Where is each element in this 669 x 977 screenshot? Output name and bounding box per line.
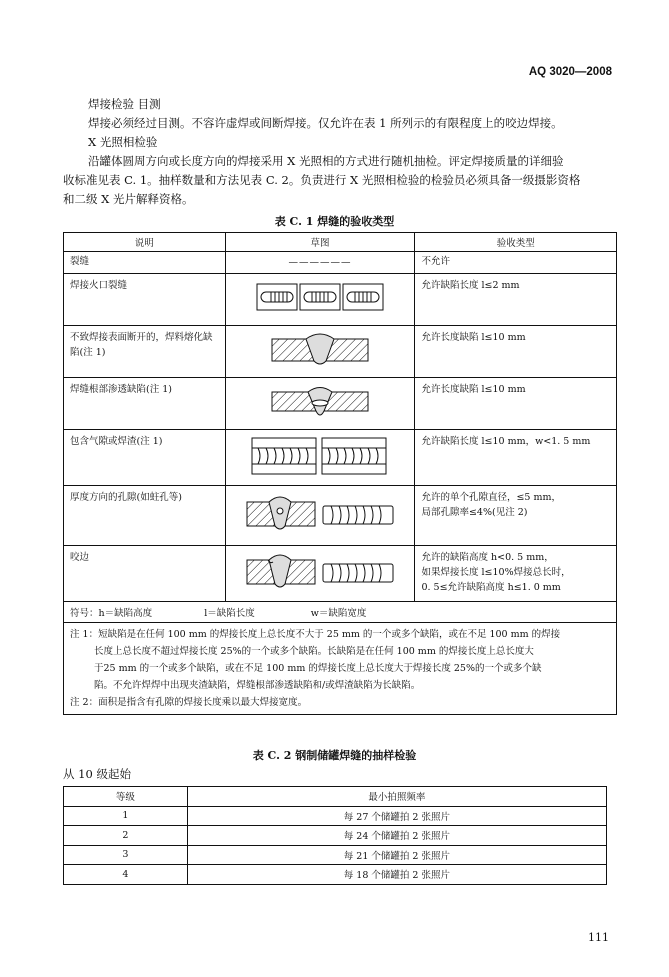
table-row: 2 每 24 个储罐拍 2 张照片	[64, 826, 607, 846]
table-row: 厚度方向的孔隙(如蛀孔等) 允许的单个孔隙直径，≤5 mm， 局部孔隙率≤4%(见注 2)	[64, 486, 617, 546]
note-1-line4: 陷。不允许焊焊中出现夹渣缺陷，焊缝根部渗透缺陷和/或焊渣缺陷为长缺陷。	[94, 680, 421, 691]
xray-text-line1: 沿罐体圆周方向或长度方向的焊接采用 X 光照相的方式进行随机抽检。评定焊接质量的详细验	[88, 154, 564, 168]
table-row: 咬边 允许的缺陷高度 h<0. 5 mm， 如果焊接长度 l≤10%焊接总长时， 0. 5≤允许缺陷高度 h≤1. 0 mm	[64, 546, 617, 602]
col-header-acceptance: 验收类型	[415, 233, 617, 252]
symbol-w: w＝缺陷宽度	[310, 608, 367, 619]
col-header-frequency: 最小拍照频率	[187, 787, 606, 807]
undercut-sketch	[225, 546, 415, 602]
gas-slag-inclusion-sketch	[225, 430, 415, 486]
symbol-h: 符号：h＝缺陷高度	[70, 608, 153, 619]
col-header-description: 说明	[64, 233, 226, 252]
table2-caption: 表 C. 2 钢制储罐焊缝的抽样检验	[252, 749, 417, 762]
visual-inspection-text: 焊接必须经过目测。不容许虚焊或间断焊接。仅允许在表 1 所列示的有限程度上的咬边焊接。	[88, 116, 563, 130]
note-1-line1: 注 1：短缺陷是在任何 100 mm 的焊接长度上总长度不大于 25 mm 的一个或多个缺陷，或在不足 100 mm 的焊接	[70, 629, 561, 640]
table-row: 焊缝根部渗透缺陷(注 1) 允许长度缺陷 l≤10 mm	[64, 378, 617, 430]
table-row: 裂缝 —————— 不允许	[64, 252, 617, 274]
table1-caption: 表 C. 1 焊缝的验收类型	[274, 215, 395, 228]
table-row: 4 每 18 个储罐拍 2 张照片	[64, 865, 607, 885]
page-number: 111	[588, 931, 609, 944]
symbols-row	[64, 602, 617, 623]
col-header-grade: 等级	[64, 787, 188, 807]
table-row: 3 每 21 个储罐拍 2 张照片	[64, 845, 607, 865]
symbol-l: l＝缺陷长度	[204, 608, 255, 619]
weld-acceptance-table	[63, 232, 617, 715]
crater-crack-sketch	[225, 274, 415, 326]
doc-code: AQ 3020—2008	[528, 66, 612, 78]
col-header-sketch: 草图	[225, 233, 415, 252]
heading-visual-inspection: 焊接检验 目测	[88, 97, 161, 111]
notes-row	[64, 623, 617, 715]
table-row: 不致焊接表面断开的，焊料熔化缺陷(注 1) 允许长度缺陷 l≤10 mm	[64, 326, 617, 378]
note-2: 注 2：面积是指含有孔隙的焊接长度乘以最大焊接宽度。	[70, 697, 308, 708]
table-row: 包含气隙或焊渣(注 1) 允许缺陷长度 l≤10 mm，w<1. 5 mm	[64, 430, 617, 486]
root-penetration-sketch	[225, 378, 415, 430]
crack-sketch-dashes: ——————	[225, 252, 415, 274]
xray-text-line3: 和二级 X 光片解释资格。	[63, 192, 194, 206]
sampling-table	[63, 786, 607, 885]
table2-pretext: 从 10 级起始	[63, 767, 131, 781]
table-row: 1 每 27 个储罐拍 2 张照片	[64, 806, 607, 826]
xray-text-line2: 收标准见表 C. 1。抽样数量和方法见表 C. 2。负责进行 X 光照相检验的检验员必须具备一级摄影资格	[63, 173, 581, 187]
note-1-line3: 于25 mm 的一个或多个缺陷，或在不足 100 mm 的焊接长度上总长度大于焊接长度 25%的一个或多个缺	[94, 663, 542, 674]
porosity-sketch	[225, 486, 415, 546]
fusion-defect-sketch	[225, 326, 415, 378]
table-row: 焊接火口裂缝 允许缺陷长度 l≤2 mm	[64, 274, 617, 326]
note-1-line2: 长度上总长度不超过焊接长度 25%的一个或多个缺陷。长缺陷是在任何 100 mm 的焊接长度上总长度大	[94, 646, 534, 657]
heading-xray-inspection: X 光照相检验	[88, 135, 158, 149]
